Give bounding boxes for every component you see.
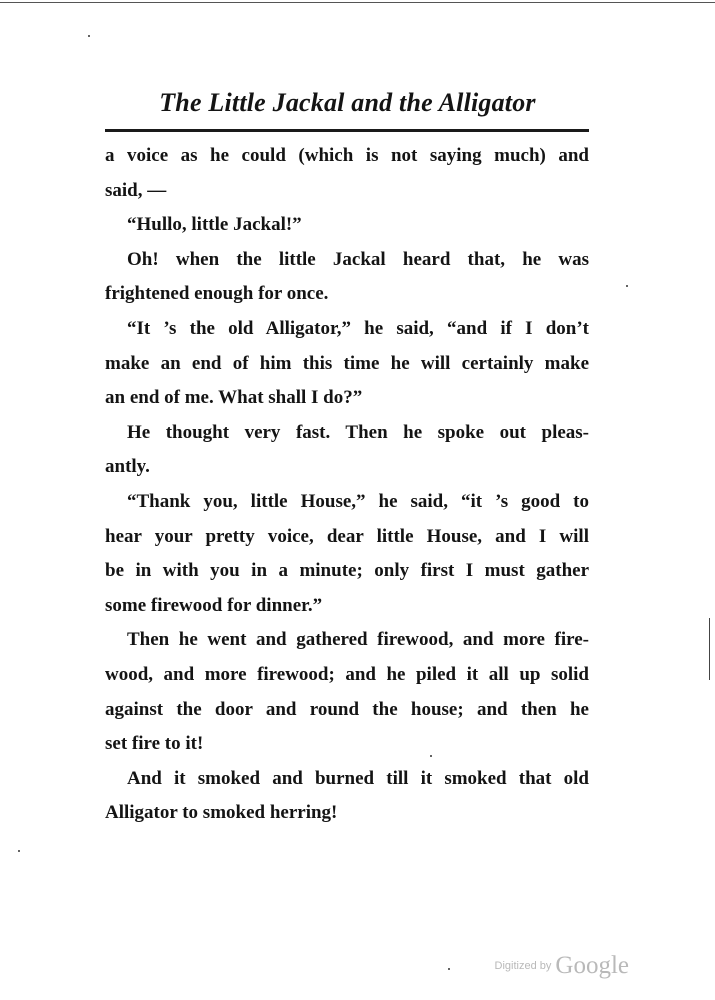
- google-logo: Google: [555, 952, 629, 979]
- digitized-watermark: [495, 952, 629, 980]
- text-line: Alligator to smoked herring!: [105, 802, 338, 824]
- text-line: “Thank you, little House,” he said, “it ’s good to: [127, 490, 589, 512]
- text-line: frightened enough for once.: [105, 283, 329, 305]
- text-line: Oh! when the little Jackal heard that, he was: [127, 248, 589, 270]
- scan-speck: [430, 755, 432, 757]
- text-line: be in with you in a minute; only first I must gather: [105, 560, 589, 582]
- text-line: against the door and round the house; and then he: [105, 698, 589, 720]
- text-line: He thought very fast. Then he spoke out pleas-: [127, 421, 589, 443]
- text-line: a voice as he could (which is not saying much) and: [105, 145, 589, 166]
- scan-speck: [626, 285, 628, 287]
- text-line: hear your pretty voice, dear little House, and I will: [105, 525, 589, 547]
- text-line: set fire to it!: [105, 733, 204, 755]
- text-line: an end of me. What shall I do?”: [105, 387, 363, 409]
- page-title: The Little Jackal and the Alligator: [159, 88, 536, 117]
- text-line: antly.: [105, 456, 150, 478]
- text-line: “Hullo, little Jackal!”: [127, 214, 302, 236]
- title-rule: [105, 129, 589, 132]
- digitized-label: Digitized by: [494, 960, 552, 972]
- text-line: make an end of him this time he will certainly make: [105, 352, 589, 374]
- text-line: said, —: [105, 179, 167, 201]
- top-scan-edge: [0, 2, 715, 3]
- scan-speck: [448, 968, 450, 970]
- text-line: “It ’s the old Alligator,” he said, “and if I don’t: [127, 317, 589, 339]
- text-line: Then he went and gathered firewood, and more fire-: [127, 629, 589, 651]
- scan-speck: [18, 850, 20, 852]
- scan-edge-mark: [709, 618, 710, 680]
- text-line: some firewood for dinner.”: [105, 594, 323, 616]
- text-line: And it smoked and burned till it smoked that old: [127, 767, 589, 789]
- scan-speck: [88, 35, 90, 37]
- page-body: [105, 139, 589, 831]
- text-line: wood, and more firewood; and he piled it all up solid: [105, 663, 589, 685]
